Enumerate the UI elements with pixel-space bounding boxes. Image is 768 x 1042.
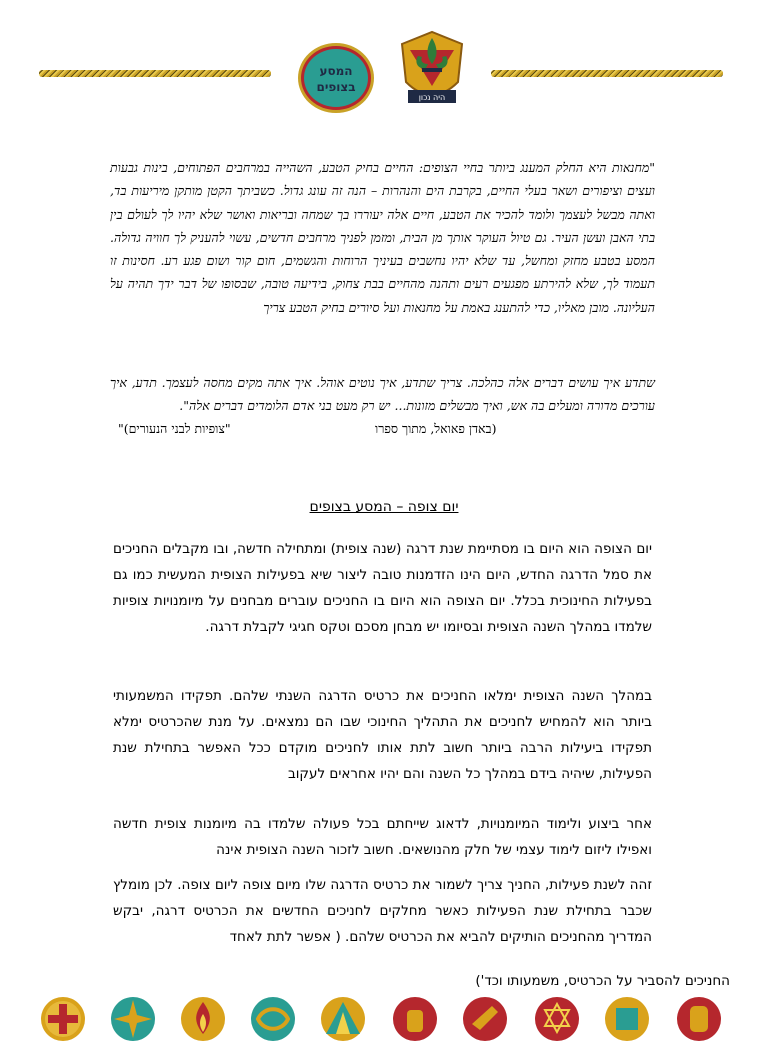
compass-star-icon [110, 996, 156, 1042]
first-aid-icon [40, 996, 86, 1042]
svg-text:המסע: המסע [319, 64, 353, 78]
quote-attribution-author: (באדן פאואל, מתוך ספרו [375, 421, 497, 436]
bp-quote-main: "מחנאות היא החלק המענג ביותר בחיי הצופים: החיים בחיק הטבע, השהייה במרחבים הפתוחים, בינות גבעות ועצים וציפורים ושאר בעלי החיים, בקרבת הים והנהרות – הנה זה עונג גדול. כשביתך הקטן מותקן מיריעות בד, ואתה מבשל לעצמך ולומד להכיר את הטבע, חיים אלה יעוררו בך שמחה ובריאות ואושר שלא יהיו לך לעולם בין בתי האבן ועשן העיר. גם טיול העוקר אותך מן הבית, ומזמן לפניך מרחבים חדשים, עשוי להעניק לך חוויה גדולה. המסע בטבע מחזק ומחשל, עד שלא יהיו נחשבים בעיניך הרוחות והגשמים, חום קור ושום פגע רע. חסינות זו תעמוד לך, שלא להירתע מפגעים רעים ותהנה מהחיים בבת צחוק, בידיעה טובה, שבסופו של דבר ידך תהיה על העליונה. מובן מאליו, כדי להתענג באמת על מחנאות ועל סיורים בחיק הטבע צריך [110, 160, 655, 315]
star-of-david-icon [534, 996, 580, 1042]
paragraph-card-keeping: זהה לשנת פעילות, החניך צריך לשמור את כרטיס הדרגה שלו מיום צופה ליום צופה. לכן מומלץ שכבר בתחילת שנת הפעילות כאשר מחלקים לחניכים החדשים את הכרטיס דרגה, יבקש המדריך מהחניכים הותיקים להביא את הכרטיס שלהם. ( אפשר לתת לאחד [113, 877, 652, 945]
scout-salute-icon [676, 996, 722, 1042]
bp-quote-continued: שתדע איך עושים דברים אלה כהלכה. צריך שתדע, איך נוטים אוהל. איך אתה מקים מחסה לעצמך. תדע, איך עורכים מדורה ומעלים בה אש, ואיך מבשלים מזונות... יש רק מעט בני אדם הלומדים דברים אלה". [110, 375, 655, 414]
paragraph-rank-card: במהלך השנה הצופית ימלאו החניכים את כרטיס הדרגה השנתי שלהם. תפקידו המשמעותי ביותר הוא להמחיש לחניכים את התהליך החינוכי שבו הם נמצאים. על מנת שהכרטיס ימלא תפקידו ביעילות הרבה ביותר חשוב לתת אותו לחניכים מוקדם ככל האפשר בתחילת שנת הפעילות, שיהיה בידם במהלך כל השנה והם יהיו אחראים לעקוב [113, 688, 652, 782]
decorative-rope-right [491, 70, 723, 77]
hand-raised-icon [392, 996, 438, 1042]
section-heading: יום צופה – המסע בצופים [309, 499, 459, 515]
scouts-emblem-logo [396, 30, 468, 110]
svg-text:בצופים: בצופים [316, 80, 356, 94]
journey-badge-logo [296, 41, 376, 115]
merit-emblems-row [0, 992, 768, 1032]
emblem-motto: היה נכון [418, 93, 446, 102]
quote-attribution-book: "צופיות לבני הנעורים)" [118, 421, 231, 436]
trailing-note: החניכים להסביר על הכרטיס, משמעותו וכד') [475, 973, 730, 989]
paragraph-skills-tracking: אחר ביצוע ולימוד המיומנויות, לדאוג שייחתם בכל פעולה שלמדו בה מיומנות צופית חדשה ואפילו ליזום לימוד עצמי של חלק מהנושאים. חשוב לזכור השנה הצופית אינה [113, 816, 652, 858]
signal-hand-icon [462, 996, 508, 1042]
flame-icon [180, 996, 226, 1042]
decorative-rope-left [39, 70, 271, 77]
paragraph-scout-day-intro: יום הצופה הוא היום בו מסתיימת שנת דרגה (שנה צופית) ומתחילה חדשה, ובו מקבלים החניכים את סמל הדרגה החדש, היום הינו הזדמנות טובה ליצור שיא בפעילות הצופית המעשית כמו גם בפעילות החינוכית בכלל. יום הצופה הוא היום בו החניכים עוברים מבחנים על מיומנויות צופיות שלמדו במהלך השנה הצופית ובסיומו יש מבחן מסכם וטקס חגיגי לקבלת דרגה. [113, 541, 652, 635]
tent-icon [320, 996, 366, 1042]
knot-icon [250, 996, 296, 1042]
puzzle-icon [604, 996, 650, 1042]
